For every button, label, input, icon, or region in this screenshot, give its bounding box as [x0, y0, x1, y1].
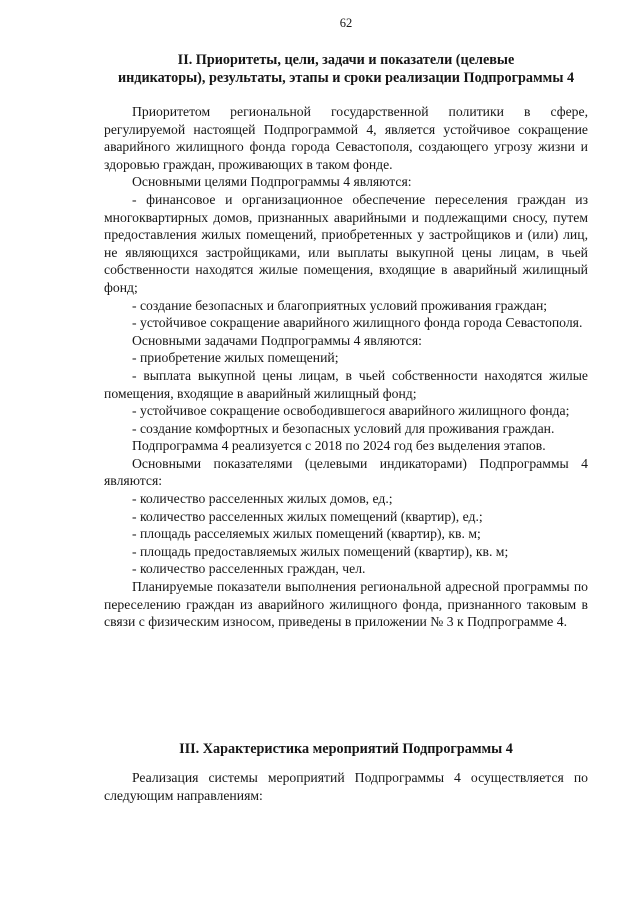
goal-item: - устойчивое сокращение аварийного жилищного фонда города Севастополя. [132, 315, 583, 331]
section-2-body [104, 103, 588, 631]
period-paragraph: Подпрограмма 4 реализуется с 2018 по 2024 год без выделения этапов. [132, 438, 546, 454]
task-item: - создание комфортных и безопасных условий для проживания граждан. [132, 420, 555, 436]
indicators-intro: Основными показателями (целевыми индикаторами) Подпрограммы 4 являются: [104, 455, 588, 489]
goals-intro: Основными целями Подпрограммы 4 являются: [132, 174, 412, 190]
section-3-body [104, 769, 588, 804]
task-item: - приобретение жилых помещений; [132, 350, 339, 366]
task-item: - устойчивое сокращение освободившегося аварийного жилищного фонда; [132, 403, 570, 419]
goal-item: - создание безопасных и благоприятных условий проживания граждан; [132, 297, 548, 313]
tasks-intro: Основными задачами Подпрограммы 4 являются: [132, 332, 422, 348]
page-number: 62 [339, 16, 353, 30]
priority-paragraph: Приоритетом региональной государственной политики в сфере, регулируемой настоящей Подпрограммой 4, является устойчивое сокращение аварийного жилищного фонда города Севастополя, создающего угрозу жизни и здоровью граждан, проживающих в таком фонде. [104, 104, 588, 172]
section-3-intro: Реализация системы мероприятий Подпрограммы 4 осуществляется по следующим направлениям: [104, 770, 588, 803]
section-2-heading-line-2: индикаторы), результаты, этапы и сроки реализации Подпрограммы 4 [117, 70, 575, 86]
goal-item: - финансовое и организационное обеспечение переселения граждан из многоквартирных домов, признанных аварийными и подлежащими сносу, путем предоставления жилых помещений, приобретенных у застройщиков и (или) лиц, не являющихся застройщиками, или выплаты выкупной цены лицам, в чьей собственности находятся жилые помещения, входящие в аварийный жилищный фонд; [104, 191, 588, 295]
indicator-item: - площадь расселяемых жилых помещений (квартир), кв. м; [132, 526, 481, 542]
indicator-item: - количество расселенных жилых помещений (квартир), ед.; [132, 508, 483, 524]
planned-indicators-paragraph: Планируемые показатели выполнения региональной адресной программы по переселению граждан из аварийного жилищного фонда, признанного таковым в связи с физическим износом, приведены в приложении № 3 к Подпрограмме 4. [104, 579, 588, 630]
indicator-item: - площадь предоставляемых жилых помещений (квартир), кв. м; [132, 543, 509, 559]
indicator-item: - количество расселенных граждан, чел. [132, 561, 366, 577]
task-item: - выплата выкупной цены лицам, в чьей собственности находятся жилые помещения, входящие в аварийный жилищный фонд; [104, 367, 588, 401]
section-3-heading: III. Характеристика мероприятий Подпрограммы 4 [179, 741, 513, 757]
indicator-item: - количество расселенных жилых домов, ед.; [132, 491, 393, 507]
section-2-heading-line-1: II. Приоритеты, цели, задачи и показатели (целевые [177, 52, 515, 68]
section-2-heading [104, 51, 588, 87]
